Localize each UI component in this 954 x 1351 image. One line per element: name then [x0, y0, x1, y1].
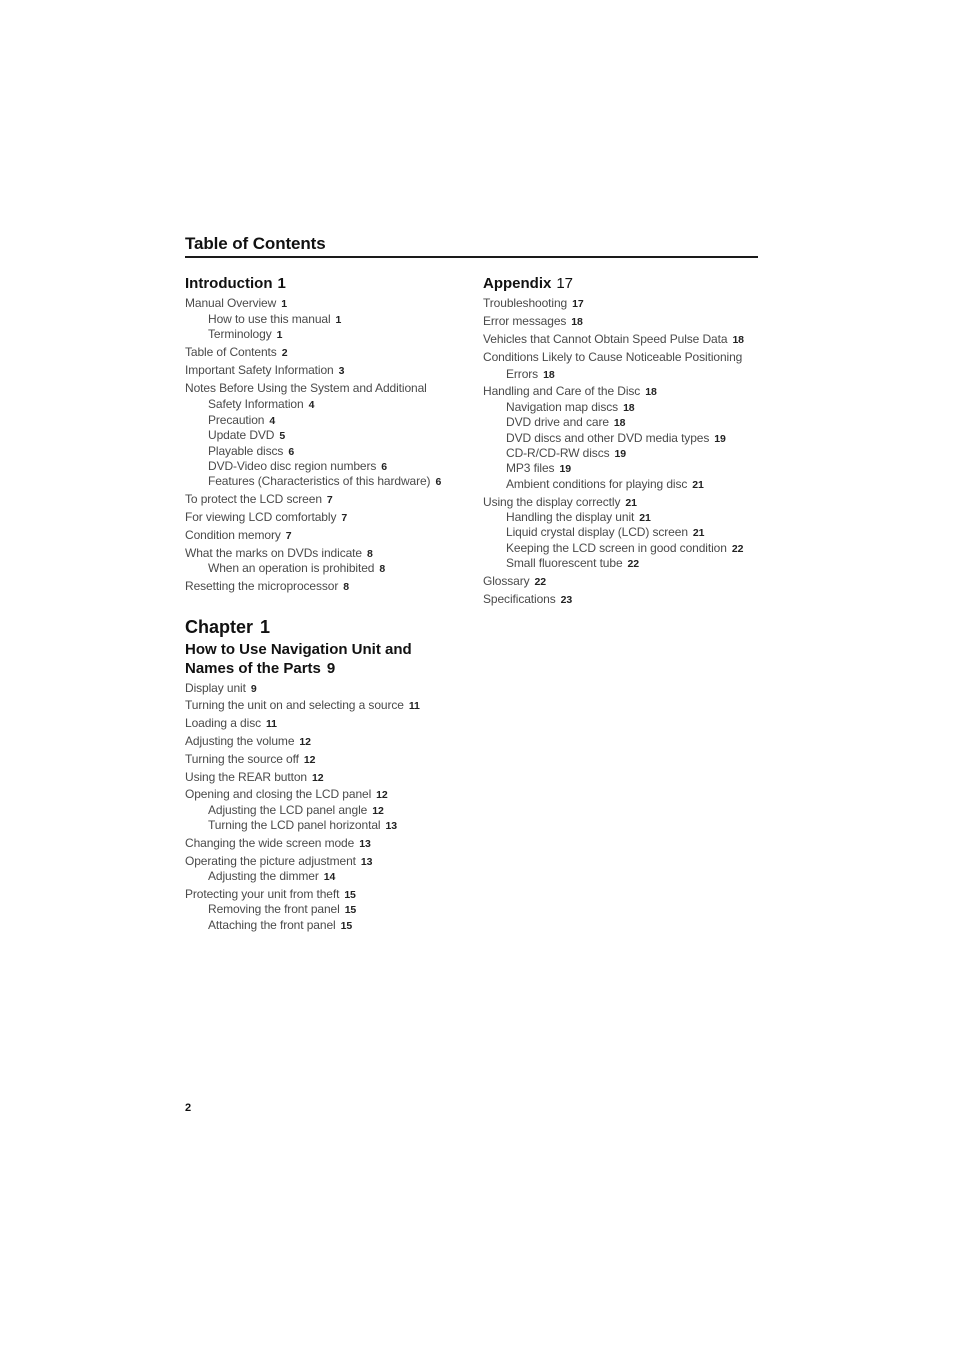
toc-entry-text: Handling the display unit — [506, 510, 635, 525]
toc-entry-text: Handling and Care of the Disc — [483, 384, 641, 399]
toc-subentry[interactable] — [483, 525, 763, 540]
toc-entry-text: Opening and closing the LCD panel — [185, 787, 372, 802]
toc-page-number: 19 — [714, 432, 726, 445]
chapter-title-line2: Names of the Parts — [185, 660, 321, 678]
toc-subentry[interactable] — [483, 431, 763, 446]
toc-page-number: 12 — [311, 771, 324, 784]
toc-entry-text: Error messages — [483, 314, 567, 329]
toc-entry-text: Changing the wide screen mode — [185, 836, 355, 850]
toc-subentry[interactable] — [483, 510, 763, 525]
toc-entry-text: Important Safety Information — [185, 362, 334, 377]
page-number: 2 — [185, 1102, 192, 1114]
toc-page-number: 18 — [543, 368, 555, 381]
toc-entry-text: Adjusting the dimmer — [208, 869, 319, 884]
toc-page-number: 4 — [308, 399, 315, 412]
toc-entry[interactable] — [185, 492, 475, 507]
toc-entry[interactable] — [483, 495, 763, 510]
toc-page-number: 13 — [360, 855, 373, 868]
toc-entry[interactable] — [185, 716, 475, 731]
toc-entry-text: Turning the source off — [185, 751, 299, 766]
toc-subentry[interactable] — [185, 413, 475, 428]
toc-entry-text: Condition memory — [185, 527, 281, 542]
toc-subentry[interactable] — [185, 474, 475, 489]
toc-entry-text: Turning the LCD panel horizontal — [208, 818, 381, 833]
toc-entry-text: Protecting your unit from theft — [185, 887, 340, 901]
toc-page-number: 21 — [692, 478, 704, 491]
toc-entry-continuation — [185, 397, 475, 412]
toc-entry[interactable] — [185, 510, 475, 525]
section-title-text: Introduction — [185, 275, 273, 292]
toc-entry[interactable] — [185, 770, 475, 785]
toc-entry-text: Small fluorescent tube — [506, 556, 623, 571]
toc-page-number: 12 — [299, 736, 311, 748]
toc-subentry[interactable] — [185, 444, 475, 459]
toc-page-number: 14 — [323, 871, 336, 884]
toc-page-number: 18 — [571, 316, 583, 329]
toc-entry-text-cont: Safety Information — [208, 397, 304, 412]
toc-page-number: 1 — [281, 298, 287, 311]
toc-entry[interactable] — [185, 887, 475, 902]
toc-page-number: 6 — [435, 476, 442, 489]
toc-page-number: 19 — [614, 448, 626, 460]
toc-page-number: 4 — [269, 414, 276, 427]
toc-entry-text: Keeping the LCD screen in good condition — [506, 540, 727, 555]
toc-subentry[interactable] — [185, 818, 475, 833]
toc-entry-text: Using the display correctly — [483, 494, 621, 509]
toc-entry[interactable] — [483, 314, 763, 329]
toc-page-number: 3 — [338, 364, 345, 377]
toc-page-number: 6 — [288, 445, 295, 458]
toc-page-number: 7 — [285, 529, 292, 542]
toc-entry[interactable] — [483, 296, 763, 311]
toc-entry-text: Manual Overview — [185, 296, 277, 311]
toc-page-number: 18 — [645, 386, 657, 399]
toc-page-number: 1 — [335, 313, 342, 326]
section-appendix[interactable] — [483, 274, 763, 294]
toc-entry-text: Removing the front panel — [208, 902, 340, 917]
toc-entry[interactable] — [483, 574, 763, 589]
chapter-title[interactable] — [185, 640, 475, 678]
toc-page-number: 22 — [534, 576, 547, 589]
toc-page-number: 21 — [639, 512, 651, 525]
toc-page-number: 2 — [281, 347, 288, 359]
introduction-entries — [185, 296, 475, 594]
toc-entry-text: Table of Contents — [185, 345, 277, 359]
toc-page-number: 22 — [627, 558, 640, 571]
toc-entry-text: Adjusting the volume — [185, 734, 295, 748]
toc-entry-text: Operating the picture adjustment — [185, 853, 356, 868]
chapter-word: Chapter — [185, 617, 254, 638]
toc-page-number: 8 — [379, 563, 386, 576]
toc-entry[interactable] — [185, 698, 475, 713]
toc-page-number: 15 — [344, 889, 356, 901]
toc-entry-text: For viewing LCD comfortably — [185, 510, 337, 525]
appendix-entries — [483, 296, 763, 607]
toc-entry-text: Navigation map discs — [506, 399, 619, 414]
toc-entry-text: Troubleshooting — [483, 296, 568, 311]
section-page-number: 17 — [556, 275, 574, 292]
toc-page-number: 7 — [326, 494, 333, 507]
toc-page-number: 12 — [303, 753, 316, 766]
toc-entry[interactable] — [483, 332, 763, 347]
toc-entry-text: Specifications — [483, 591, 556, 606]
toc-entry[interactable] — [185, 854, 475, 869]
toc-page-number: 12 — [376, 789, 388, 802]
toc-page-number: 13 — [385, 820, 397, 833]
section-title-text: Appendix — [483, 275, 552, 292]
toc-subentry[interactable] — [483, 556, 763, 571]
toc-entry-text: Glossary — [483, 574, 530, 589]
toc-page-number: 15 — [340, 919, 353, 932]
toc-page-number: 15 — [344, 904, 357, 917]
toc-page-number: 21 — [625, 496, 637, 509]
chapter-title-line1: How to Use Navigation Unit and — [185, 641, 412, 659]
toc-entry-text: Display unit — [185, 680, 246, 695]
toc-page-number: 18 — [623, 401, 635, 414]
toc-entry-text: Conditions Likely to Cause Noticeable Positioning — [483, 349, 743, 364]
toc-subentry[interactable] — [185, 459, 475, 474]
toc-entry[interactable] — [185, 752, 475, 767]
toc-right-column — [483, 274, 763, 607]
section-page-number: 1 — [277, 275, 286, 292]
toc-entry-text: Vehicles that Cannot Obtain Speed Pulse Data — [483, 331, 728, 346]
toc-entry[interactable] — [185, 528, 475, 543]
toc-entry[interactable] — [483, 350, 763, 382]
toc-entry-text: Adjusting the LCD panel angle — [208, 802, 368, 817]
toc-entry-text: DVD-Video disc region numbers — [208, 459, 377, 474]
toc-entry[interactable] — [185, 734, 475, 749]
toc-entry-text: Attaching the front panel — [208, 917, 336, 932]
toc-page-number: 1 — [276, 329, 283, 342]
toc-entry[interactable] — [185, 363, 475, 378]
toc-subentry[interactable] — [483, 400, 763, 415]
toc-page-number: 23 — [560, 593, 573, 606]
toc-subentry[interactable] — [185, 869, 475, 884]
chapter-number: 1 — [260, 617, 271, 638]
toc-page-number: 18 — [613, 417, 626, 430]
toc-subentry[interactable] — [185, 902, 475, 917]
toc-page-number: 19 — [559, 463, 571, 476]
title-divider — [185, 256, 758, 258]
chapter-1-entries — [185, 681, 475, 934]
toc-entry-text: Turning the unit on and selecting a source — [185, 698, 404, 713]
toc-entry-text: Using the REAR button — [185, 769, 307, 784]
toc-page-number: 21 — [692, 527, 705, 540]
chapter-page-number: 9 — [326, 660, 336, 678]
toc-subentry[interactable] — [185, 312, 475, 327]
toc-subentry[interactable] — [483, 461, 763, 476]
toc-subentry[interactable] — [185, 327, 475, 342]
toc-subentry[interactable] — [185, 428, 475, 443]
toc-left-column — [185, 274, 475, 933]
toc-entry[interactable] — [185, 381, 475, 413]
toc-entry-text: Features (Characteristics of this hardware) — [208, 474, 431, 489]
toc-page-number: 6 — [381, 461, 388, 474]
toc-entry-text: DVD discs and other DVD media types — [506, 430, 710, 445]
toc-subentry[interactable] — [483, 415, 763, 430]
toc-entry-text: Loading a disc — [185, 716, 261, 731]
toc-page-number: 17 — [572, 298, 584, 311]
toc-entry[interactable] — [185, 787, 475, 802]
toc-page-number: 11 — [266, 718, 277, 731]
toc-page-number: 8 — [366, 547, 373, 560]
toc-entry-text: DVD drive and care — [506, 415, 609, 430]
toc-entry-text: Playable discs — [208, 443, 284, 458]
toc-page-number: 8 — [343, 580, 350, 593]
toc-entry[interactable] — [185, 681, 475, 696]
toc-page-number: 12 — [372, 804, 384, 817]
toc-subentry[interactable] — [483, 541, 763, 556]
toc-entry-text: Terminology — [208, 327, 272, 342]
toc-entry-text: When an operation is prohibited — [208, 561, 375, 576]
toc-entry[interactable] — [185, 345, 475, 360]
toc-entry-text: To protect the LCD screen — [185, 492, 322, 507]
toc-entry[interactable] — [185, 546, 475, 561]
toc-entry[interactable] — [483, 384, 763, 399]
toc-entry-continuation — [483, 367, 763, 382]
toc-page-number: 9 — [250, 682, 257, 695]
toc-page-number: 22 — [731, 542, 744, 555]
toc-page-number: 18 — [732, 333, 744, 346]
toc-entry-text: Resetting the microprocessor — [185, 578, 339, 593]
toc-entry[interactable] — [185, 579, 475, 594]
toc-entry-text: What the marks on DVDs indicate — [185, 545, 362, 560]
toc-entry-text-cont: Errors — [506, 366, 539, 381]
toc-entry[interactable] — [185, 296, 475, 311]
section-introduction[interactable] — [185, 274, 475, 294]
chapter-1-block — [185, 616, 475, 933]
toc-subentry[interactable] — [185, 803, 475, 818]
toc-entry-text: Notes Before Using the System and Additional — [185, 380, 427, 395]
toc-entry-text: Liquid crystal display (LCD) screen — [506, 525, 688, 540]
toc-page-number: 5 — [279, 430, 286, 443]
toc-entry-text: How to use this manual — [208, 311, 331, 326]
toc-subentry[interactable] — [483, 446, 763, 461]
toc-entry[interactable] — [483, 592, 763, 607]
toc-page-number: 13 — [359, 838, 371, 850]
chapter-label — [185, 616, 475, 638]
toc-page-number: 7 — [341, 512, 348, 525]
page-title: Table of Contents — [185, 234, 326, 253]
toc-page-number: 11 — [408, 700, 420, 713]
toc-subentry[interactable] — [185, 918, 475, 933]
toc-subentry[interactable] — [483, 477, 763, 492]
toc-entry[interactable] — [185, 836, 475, 851]
toc-entry-text: Update DVD — [208, 428, 275, 443]
toc-entry-text: MP3 files — [506, 461, 555, 476]
toc-subentry[interactable] — [185, 561, 475, 576]
toc-entry-text: Ambient conditions for playing disc — [506, 476, 688, 491]
toc-entry-text: CD-R/CD-RW discs — [506, 446, 610, 460]
toc-entry-text: Precaution — [208, 412, 265, 427]
